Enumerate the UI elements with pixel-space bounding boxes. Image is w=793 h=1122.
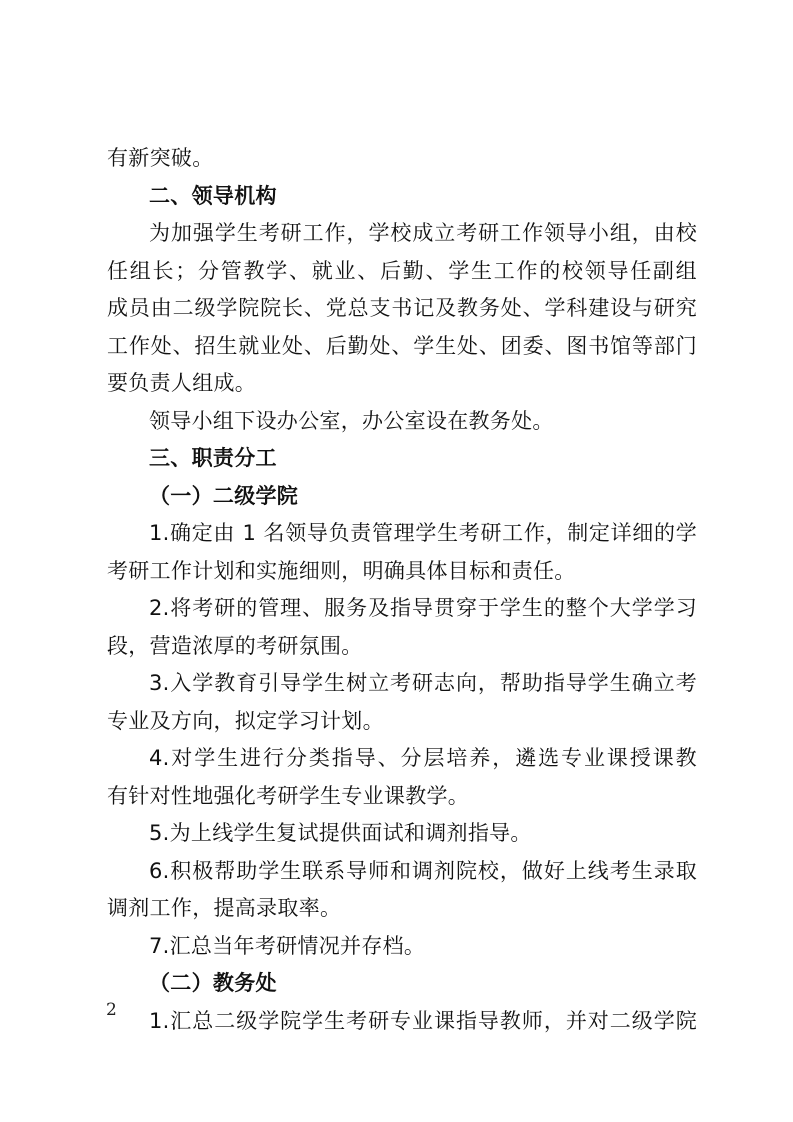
text-line: 段，营造浓厚的考研氛围。 [107, 633, 363, 658]
text-line: 4.对学生进行分类指导、分层培养，遴选专业课授课教 [149, 746, 697, 770]
document-body [107, 140, 697, 1040]
subsection-heading: （二）教务处 [149, 971, 277, 995]
page-number: 2 [106, 1000, 117, 1020]
text-line: 要负责人组成。 [107, 371, 257, 395]
text-line: 专业及方向，拟定学习计划。 [107, 708, 384, 733]
text-line: 领导小组下设办公室，办公室设在教务处。 [149, 408, 554, 433]
text-line: 有新突破。 [107, 146, 214, 170]
text-line: 6.积极帮助学生联系导师和调剂院校，做好上线考生录取 [149, 858, 697, 883]
text-line: 2.将考研的管理、服务及指导贯穿于学生的整个大学学习 [149, 596, 697, 620]
text-line: 任组长；分管教学、就业、后勤、学生工作的校领导任副组 [107, 258, 697, 283]
text-line: 1.确定由 1 名领导负责管理学生考研工作，制定详细的学 [149, 521, 697, 545]
section-heading: 三、职责分工 [149, 446, 277, 470]
section-heading: 二、领导机构 [149, 183, 277, 208]
text-line: 为加强学生考研工作，学校成立考研工作领导小组，由校 [149, 221, 697, 245]
text-line: 工作处、招生就业处、后勤处、学生处、团委、图书馆等部门 [107, 333, 697, 358]
text-line: 1.汇总二级学院学生考研专业课指导教师，并对二级学院 [149, 1008, 697, 1033]
text-line: 考研工作计划和实施细则，明确具体目标和责任。 [107, 558, 576, 583]
text-line: 有针对性地强化考研学生专业课教学。 [107, 783, 470, 808]
subsection-heading: （一）二级学院 [149, 483, 299, 508]
text-line: 5.为上线学生复试提供面试和调剂指导。 [149, 821, 532, 845]
text-line: 3.入学教育引导学生树立考研志向，帮助指导学生确立考 [149, 671, 697, 695]
text-line: 调剂工作，提高录取率。 [107, 896, 342, 920]
text-line: 7.汇总当年考研情况并存档。 [149, 933, 426, 958]
text-line: 成员由二级学院院长、党总支书记及教务处、学科建设与研究 [107, 296, 697, 320]
